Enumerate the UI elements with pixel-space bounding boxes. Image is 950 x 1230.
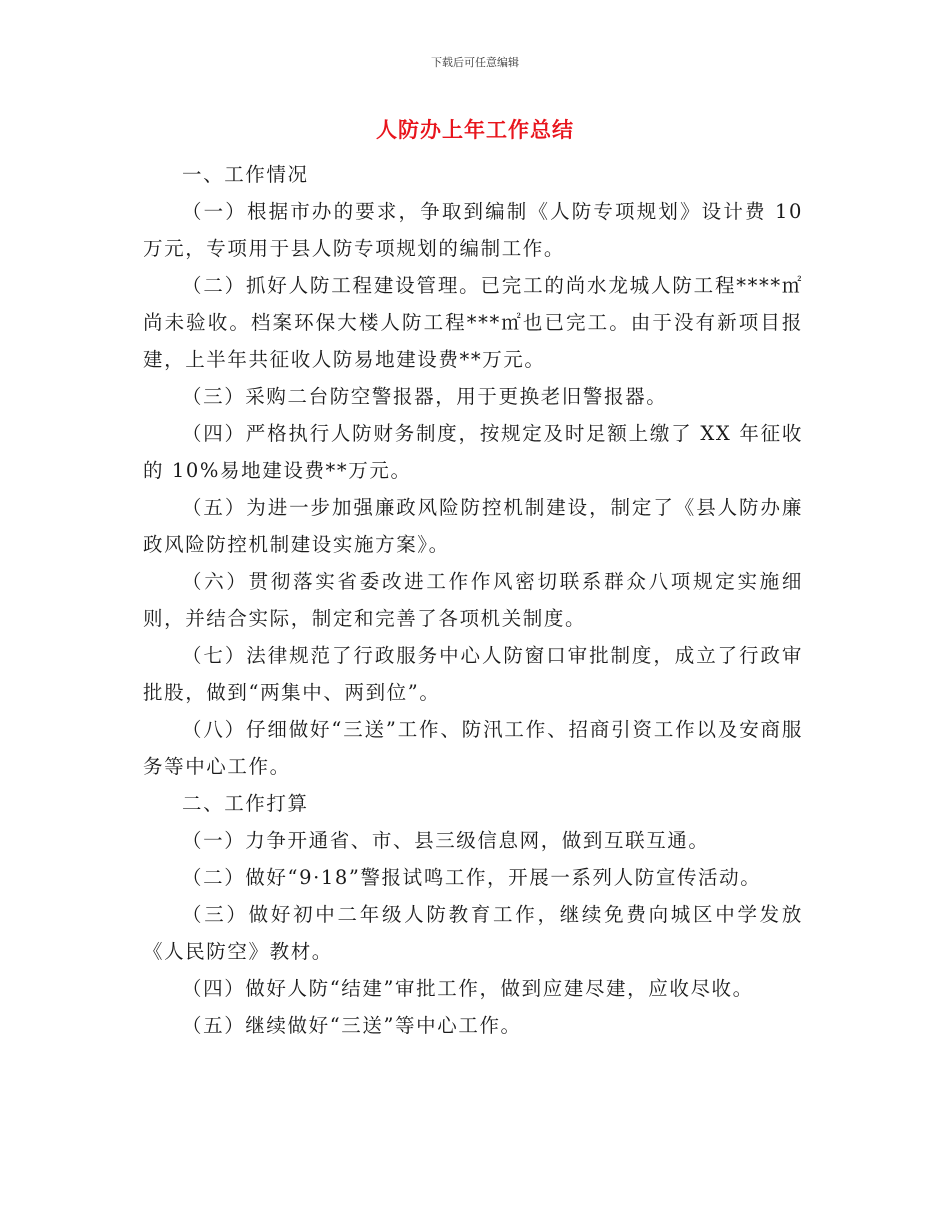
section-heading-1: 一、工作情况 bbox=[182, 163, 309, 186]
paragraph: （八）仔细做好“三送”工作、防汛工作、招商引资工作以及安商服务等中心工作。 bbox=[143, 718, 803, 778]
paragraph: （五）继续做好“三送”等中心工作。 bbox=[182, 1014, 522, 1037]
paragraph: （二）抓好人防工程建设管理。已完工的尚水龙城人防工程****㎡尚未验收。档案环保大楼人防工程***㎡也已完工。由于没有新项目报建，上半年共征收人防易地建设费**万元。 bbox=[143, 274, 803, 371]
paragraph: （七）法律规范了行政服务中心人防窗口审批制度，成立了行政审批股，做到“两集中、两到位”。 bbox=[143, 644, 803, 704]
paragraph: （三）采购二台防空警报器，用于更换老旧警报器。 bbox=[182, 385, 668, 408]
document-body bbox=[143, 156, 803, 1044]
paragraph: （三）做好初中二年级人防教育工作，继续免费向城区中学发放《人民防空》教材。 bbox=[143, 903, 803, 963]
paragraph: （二）做好“9·18”警报试鸣工作，开展一系列人防宣传活动。 bbox=[182, 866, 762, 889]
section-heading-2: 二、工作打算 bbox=[182, 792, 309, 815]
paragraph: （一）根据市办的要求，争取到编制《人防专项规划》设计费 10 万元，专项用于县人防专项规划的编制工作。 bbox=[143, 200, 803, 260]
paragraph: （六）贯彻落实省委改进工作作风密切联系群众八项规定实施细则，并结合实际，制定和完善了各项机关制度。 bbox=[143, 570, 803, 630]
document-title: 人防办上年工作总结 bbox=[376, 117, 574, 142]
paragraph: （一）力争开通省、市、县三级信息网，做到互联互通。 bbox=[182, 829, 710, 852]
paragraph: （四）严格执行人防财务制度，按规定及时足额上缴了 XX 年征收的 10%易地建设费**万元。 bbox=[143, 422, 803, 482]
page-header: 下载后可任意编辑 bbox=[431, 56, 519, 69]
paragraph: （五）为进一步加强廉政风险防控机制建设，制定了《县人防办廉政风险防控机制建设实施方案》。 bbox=[143, 496, 803, 556]
paragraph: （四）做好人防“结建”审批工作，做到应建尽建，应收尽收。 bbox=[182, 977, 754, 1000]
